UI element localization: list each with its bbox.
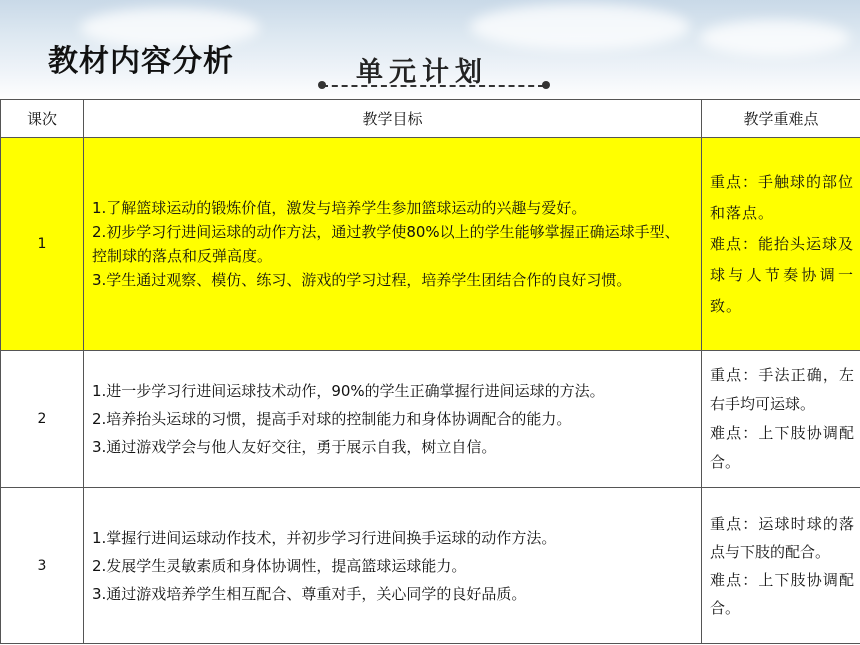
difficulty: 难点：上下肢协调配合。 [710, 570, 854, 617]
cloud-decoration [700, 20, 850, 56]
goal-item: 1.进一步学习行进间运球技术动作，90%的学生正确掌握行进间运球的方法。 [92, 382, 605, 400]
key-points-cell [702, 351, 860, 488]
cloud-decoration [470, 4, 690, 50]
table-header-row [1, 100, 860, 138]
key-point: 重点：手触球的部位和落点。 [710, 172, 855, 222]
goals-cell [84, 488, 702, 644]
difficulty: 难点：能抬头运球及球与人节奏协调一致。 [710, 234, 855, 315]
header-key-points: 教学重难点 [702, 100, 860, 138]
table-row [1, 488, 860, 644]
key-point: 重点：手法正确，左右手均可运球。 [710, 366, 854, 413]
goals-cell [84, 138, 702, 351]
goal-item: 3.通过游戏学会与他人友好交往，勇于展示自我，树立自信。 [92, 438, 497, 456]
goal-item: 3.通过游戏培养学生相互配合、尊重对手，关心同学的良好品质。 [92, 584, 527, 603]
lesson-number: 2 [1, 351, 84, 488]
goal-item: 1.了解篮球运动的锻炼价值，激发与培养学生参加篮球运动的兴趣与爱好。 [92, 199, 587, 217]
key-point: 重点：运球时球的落点与下肢的配合。 [710, 514, 854, 561]
difficulty: 难点：上下肢协调配合。 [710, 424, 854, 471]
table-row [1, 351, 860, 488]
lesson-number: 3 [1, 488, 84, 644]
unit-plan-table [0, 99, 860, 644]
header-goals: 教学目标 [84, 100, 702, 138]
key-points-cell [702, 488, 860, 644]
goals-cell [84, 351, 702, 488]
goal-item: 3.学生通过观察、模仿、练习、游戏的学习过程，培养学生团结合作的良好习惯。 [92, 271, 632, 289]
lesson-number: 1 [1, 138, 84, 351]
dashed-underline [322, 85, 544, 87]
left-dot [318, 81, 326, 89]
goal-item: 1.掌握行进间运球动作技术，并初步学习行进间换手运球的动作方法。 [92, 528, 557, 547]
goal-item: 2.发展学生灵敏素质和身体协调性，提高篮球运球能力。 [92, 556, 467, 575]
right-dot [542, 81, 550, 89]
goal-item: 2.培养抬头运球的习惯，提高手对球的控制能力和身体协调配合的能力。 [92, 410, 572, 428]
subtitle-group [318, 48, 558, 92]
header-lesson: 课次 [1, 100, 84, 138]
slide-subtitle: 单元计划 [356, 57, 488, 88]
key-points-cell [702, 138, 860, 351]
goal-item: 2.初步学习行进间运球的动作方法，通过教学使80%以上的学生能够掌握正确运球手型、控制球的落点和反弹高度。 [92, 223, 680, 265]
slide-title: 教材内容分析 [48, 44, 234, 79]
table-row [1, 138, 860, 351]
